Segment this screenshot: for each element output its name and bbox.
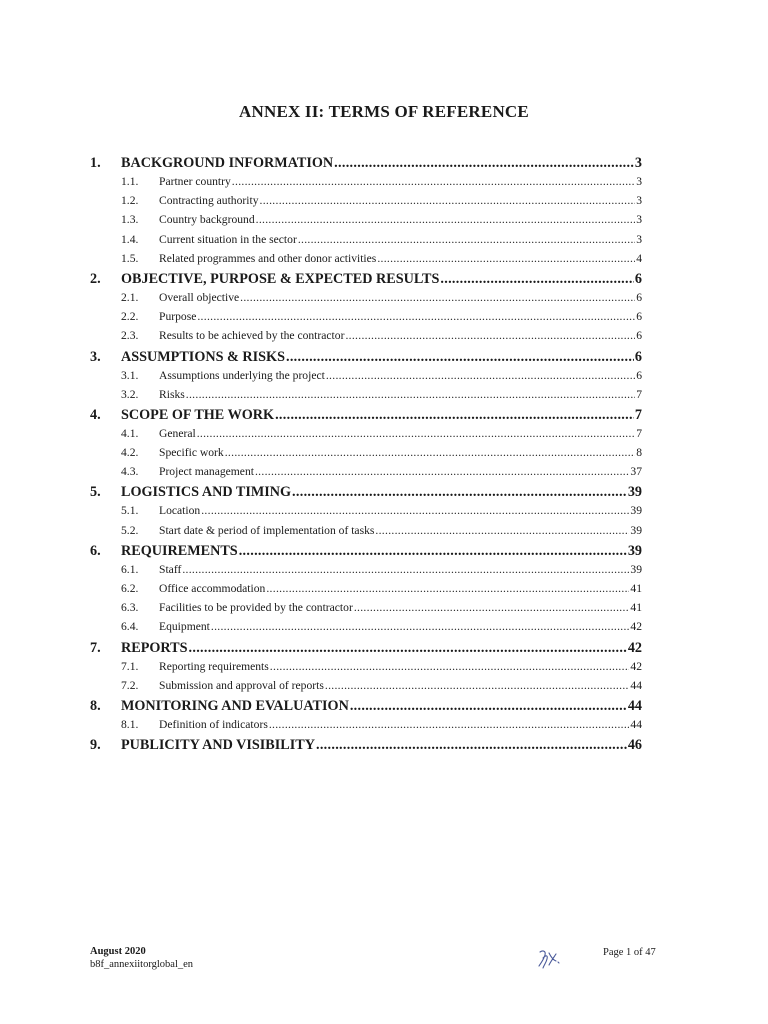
toc-entry-label: Partner country	[159, 175, 231, 188]
toc-entry-number: 1.5.	[121, 251, 139, 265]
toc-entry-label: Facilities to be provided by the contractor	[159, 601, 353, 615]
toc-leader-dots	[350, 698, 627, 715]
toc-subsection-entry	[90, 563, 642, 582]
toc-entry-number: 8.1.	[121, 717, 139, 731]
page-title: ANNEX II: TERMS OF REFERENCE	[239, 102, 529, 121]
toc-entry-number: 3.1.	[121, 368, 139, 382]
toc-leader-dots	[316, 737, 627, 754]
toc-entry-number: 4.3.	[121, 465, 139, 479]
toc-subsection-entry	[90, 465, 642, 484]
toc-entry-label: Assumptions underlying the project	[159, 368, 325, 382]
toc-entry-page: 41	[630, 601, 642, 615]
toc-entry-label: Start date & period of implementation of tasks	[159, 523, 375, 537]
toc-entry-label: PUBLICITY AND VISIBILITY	[121, 737, 315, 754]
toc-entry-number: 7.2.	[121, 678, 139, 692]
toc-entry-number: 2.	[90, 270, 101, 287]
toc-entry-number: 6.1.	[121, 562, 139, 576]
toc-entry-label: Risks	[159, 387, 185, 401]
footer-filename: b8f_annexiitorglobal_en	[90, 959, 194, 970]
toc-entry-page: 6	[636, 290, 642, 304]
toc-leader-dots	[189, 640, 627, 657]
toc-entry-number: 1.2.	[121, 194, 139, 208]
toc-entry-page: 39	[630, 523, 642, 537]
toc-entry-number: 5.1.	[121, 504, 139, 518]
toc-leader-dots	[266, 582, 629, 595]
toc-leader-dots	[211, 620, 630, 633]
toc-subsection-entry	[90, 213, 642, 232]
toc-subsection-entry	[90, 388, 642, 407]
toc-entry-number: 1.1.	[121, 175, 139, 188]
toc-entry-label: Project management	[159, 465, 254, 479]
toc-entry-page: 7	[636, 387, 642, 401]
toc-leader-dots	[298, 233, 635, 246]
toc-entry-label: Equipment	[159, 620, 210, 634]
toc-entry-page: 6	[636, 310, 642, 324]
toc-entry-page: 41	[630, 582, 642, 595]
toc-leader-dots	[197, 427, 636, 440]
toc-entry-label: Location	[159, 504, 201, 518]
toc-subsection-entry	[90, 175, 642, 194]
toc-entry-label: OBJECTIVE, PURPOSE & EXPECTED RESULTS	[121, 270, 440, 287]
toc-entry-number: 8.	[90, 697, 101, 714]
toc-leader-dots	[286, 349, 634, 366]
toc-entry-label: Current situation in the sector	[159, 232, 297, 246]
toc-entry-label: LOGISTICS AND TIMING	[121, 484, 292, 501]
toc-leader-dots	[440, 271, 634, 288]
toc-leader-dots	[256, 213, 636, 226]
toc-leader-dots	[326, 369, 635, 382]
toc-section-entry	[90, 737, 642, 757]
toc-subsection-entry	[90, 601, 642, 620]
toc-entry-number: 6.2.	[121, 582, 139, 595]
toc-entry-number: 2.3.	[121, 329, 139, 343]
toc-leader-dots	[334, 155, 634, 172]
toc-subsection-entry	[90, 582, 642, 601]
toc-subsection-entry	[90, 524, 642, 543]
toc-entry-label: SCOPE OF THE WORK	[121, 406, 275, 423]
toc-entry-label: REPORTS	[121, 639, 188, 656]
toc-entry-number: 7.1.	[121, 659, 139, 673]
toc-leader-dots	[197, 310, 635, 323]
toc-entry-label: Related programmes and other donor activities	[159, 251, 377, 265]
toc-subsection-entry	[90, 620, 642, 639]
toc-entry-page: 6	[636, 368, 642, 382]
toc-entry-page: 3	[634, 155, 642, 171]
toc-section-entry	[90, 155, 642, 175]
toc-entry-number: 1.3.	[121, 213, 139, 227]
toc-leader-dots	[292, 484, 627, 501]
handwritten-initials	[537, 946, 563, 970]
toc-subsection-entry	[90, 233, 642, 252]
toc-entry-label: Contracting authority	[159, 194, 259, 208]
toc-leader-dots	[232, 175, 635, 188]
toc-entry-page: 42	[630, 620, 642, 634]
toc-subsection-entry	[90, 329, 642, 348]
toc-leader-dots	[201, 504, 629, 517]
toc-leader-dots	[240, 291, 635, 304]
toc-entry-label: ASSUMPTIONS & RISKS	[121, 348, 285, 365]
toc-entry-number: 4.	[90, 406, 101, 423]
toc-entry-page: 39	[627, 542, 642, 559]
toc-entry-number: 6.3.	[121, 601, 139, 615]
toc-leader-dots	[377, 252, 635, 265]
toc-subsection-entry	[90, 446, 642, 465]
toc-entry-page: 44	[630, 717, 642, 731]
toc-leader-dots	[225, 446, 635, 459]
toc-entry-number: 4.2.	[121, 446, 139, 460]
toc-entry-page: 37	[630, 465, 642, 479]
toc-leader-dots	[186, 388, 635, 401]
toc-entry-label: Office accommodation	[159, 582, 266, 595]
toc-section-entry	[90, 407, 642, 427]
toc-entry-page: 39	[627, 484, 642, 501]
toc-leader-dots	[270, 660, 630, 673]
toc-entry-page: 4	[636, 251, 642, 265]
toc-entry-label: Overall objective	[159, 290, 240, 304]
toc-leader-dots	[275, 407, 634, 424]
toc-entry-page: 42	[630, 659, 642, 673]
toc-entry-label: General	[159, 426, 196, 440]
toc-entry-page: 39	[630, 562, 642, 576]
footer-date: August 2020	[90, 946, 146, 957]
toc-entry-page: 3	[636, 213, 642, 227]
toc-leader-dots	[269, 718, 630, 731]
toc-section-entry	[90, 698, 642, 718]
toc-leader-dots	[325, 679, 630, 692]
toc-subsection-entry	[90, 291, 642, 310]
toc-subsection-entry	[90, 427, 642, 446]
toc-entry-page: 6	[636, 329, 642, 343]
toc-entry-number: 9.	[90, 737, 101, 754]
page-number: Page 1 of 47	[603, 947, 656, 958]
toc-entry-number: 2.1.	[121, 290, 139, 304]
toc-section-entry	[90, 543, 642, 563]
toc-leader-dots	[239, 543, 627, 560]
toc-entry-page: 8	[636, 446, 642, 460]
table-of-contents	[90, 155, 642, 757]
toc-subsection-entry	[90, 194, 642, 213]
toc-entry-page: 3	[636, 175, 642, 188]
toc-entry-page: 44	[627, 697, 642, 714]
toc-entry-label: MONITORING AND EVALUATION	[121, 697, 349, 714]
toc-subsection-entry	[90, 252, 642, 271]
toc-subsection-entry	[90, 504, 642, 523]
toc-section-entry	[90, 271, 642, 291]
toc-entry-label: Results to be achieved by the contractor	[159, 329, 345, 343]
toc-leader-dots	[182, 563, 629, 576]
toc-entry-label: BACKGROUND INFORMATION	[121, 155, 334, 171]
toc-leader-dots	[345, 329, 635, 342]
toc-entry-number: 7.	[90, 639, 101, 656]
toc-section-entry	[90, 349, 642, 369]
toc-subsection-entry	[90, 679, 642, 698]
toc-leader-dots	[354, 601, 630, 614]
footer-left	[90, 945, 193, 971]
toc-entry-page: 44	[630, 678, 642, 692]
toc-entry-number: 3.2.	[121, 387, 139, 401]
toc-entry-label: Reporting requirements	[159, 659, 269, 673]
toc-entry-number: 2.2.	[121, 310, 139, 324]
toc-entry-label: Staff	[159, 562, 182, 576]
toc-entry-label: Submission and approval of reports	[159, 678, 324, 692]
toc-entry-page: 6	[634, 270, 642, 287]
toc-entry-label: Definition of indicators	[159, 717, 268, 731]
toc-entry-page: 3	[636, 232, 642, 246]
toc-entry-label: REQUIREMENTS	[121, 542, 238, 559]
toc-entry-number: 5.	[90, 484, 101, 501]
toc-entry-page: 7	[634, 406, 642, 423]
toc-entry-label: Country background	[159, 213, 255, 227]
toc-entry-label: Purpose	[159, 310, 197, 324]
toc-entry-number: 6.	[90, 542, 101, 559]
toc-entry-label: Specific work	[159, 446, 224, 460]
toc-leader-dots	[255, 465, 629, 478]
toc-leader-dots	[375, 524, 629, 537]
toc-entry-number: 3.	[90, 348, 101, 365]
toc-entry-number: 1.4.	[121, 232, 139, 246]
toc-section-entry	[90, 640, 642, 660]
toc-section-entry	[90, 484, 642, 504]
toc-subsection-entry	[90, 369, 642, 388]
toc-entry-page: 39	[630, 504, 642, 518]
toc-entry-page: 6	[634, 348, 642, 365]
toc-subsection-entry	[90, 660, 642, 679]
toc-entry-number: 1.	[90, 155, 101, 171]
toc-entry-number: 6.4.	[121, 620, 139, 634]
toc-entry-page: 3	[636, 194, 642, 208]
toc-leader-dots	[260, 194, 636, 207]
toc-entry-page: 42	[627, 639, 642, 656]
toc-entry-number: 5.2.	[121, 523, 139, 537]
toc-entry-number: 4.1.	[121, 426, 139, 440]
toc-subsection-entry	[90, 718, 642, 737]
toc-entry-page: 7	[636, 426, 642, 440]
toc-entry-page: 46	[627, 737, 642, 754]
toc-subsection-entry	[90, 310, 642, 329]
